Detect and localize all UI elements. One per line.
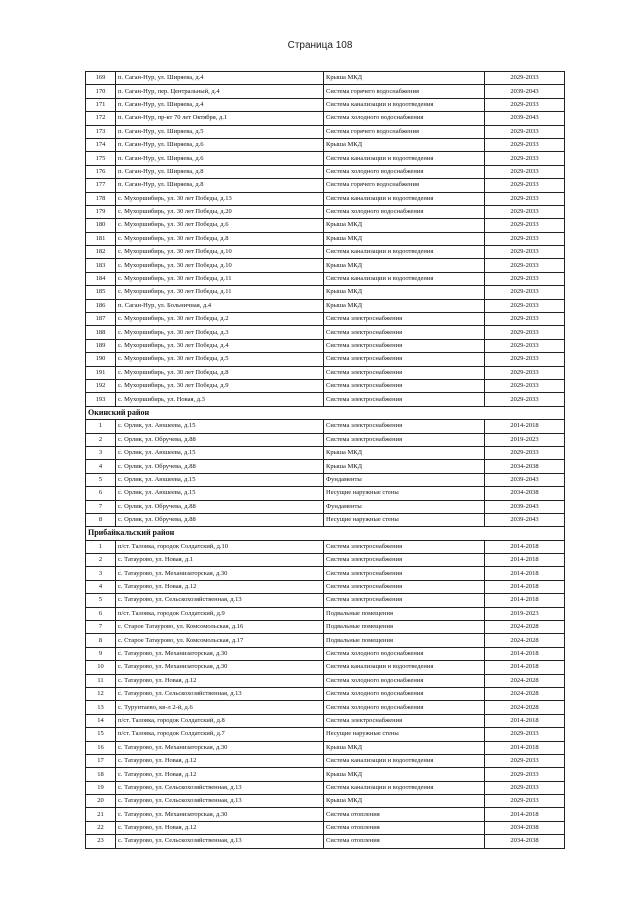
row-work-type: Подвальные помещения	[324, 634, 485, 647]
row-number: 189	[86, 339, 116, 352]
row-address: с. Мухоршибирь, ул. 30 лет Победы, д.10	[116, 246, 324, 259]
row-work-type: Система канализации и водоотведения	[324, 152, 485, 165]
row-period: 2039-2043	[485, 500, 565, 513]
row-work-type: Фундаменты	[324, 473, 485, 486]
row-period: 2029-2033	[485, 754, 565, 767]
row-work-type: Крыша МКД	[324, 259, 485, 272]
row-number: 10	[86, 661, 116, 674]
row-work-type: Система канализации и водоотведения	[324, 661, 485, 674]
row-period: 2029-2033	[485, 192, 565, 205]
row-address: п/ст. Таловка, городок Солдатский, д.9	[116, 607, 324, 620]
table-row	[86, 513, 565, 526]
row-number: 1	[86, 540, 116, 553]
table-row	[86, 607, 565, 620]
section-heading: Окинский район	[86, 406, 565, 419]
row-work-type: Система горячего водоснабжения	[324, 179, 485, 192]
row-work-type: Подвальные помещения	[324, 621, 485, 634]
row-address: с. Татаурово, ул. Новая, д.12	[116, 821, 324, 834]
row-period: 2014-2018	[485, 647, 565, 660]
row-number: 188	[86, 326, 116, 339]
table-row	[86, 138, 565, 151]
row-address: п. Саган-Нур, пр-кт 70 лет Октября, д.1	[116, 112, 324, 125]
row-address: с. Татаурово, ул. Сельскохозяйственная, д.13	[116, 835, 324, 848]
row-number: 1	[86, 420, 116, 433]
table-row	[86, 460, 565, 473]
section-heading-row	[86, 406, 565, 419]
row-number: 19	[86, 781, 116, 794]
table-row	[86, 567, 565, 580]
table-row	[86, 580, 565, 593]
table-row	[86, 179, 565, 192]
table-row	[86, 246, 565, 259]
row-number: 185	[86, 286, 116, 299]
row-period: 2029-2033	[485, 326, 565, 339]
table-row	[86, 219, 565, 232]
section-heading-row	[86, 527, 565, 540]
table-row	[86, 768, 565, 781]
row-period: 2029-2033	[485, 366, 565, 379]
row-period: 2019-2023	[485, 607, 565, 620]
row-period: 2014-2018	[485, 540, 565, 553]
row-address: с. Старое Татаурово, ул. Комсомольская, д.16	[116, 621, 324, 634]
table-row	[86, 112, 565, 125]
row-number: 6	[86, 487, 116, 500]
row-number: 7	[86, 500, 116, 513]
row-number: 186	[86, 299, 116, 312]
row-period: 2014-2018	[485, 714, 565, 727]
row-work-type: Система электроснабжения	[324, 339, 485, 352]
table-row	[86, 674, 565, 687]
row-address: с. Татаурово, ул. Механизаторская, д.30	[116, 647, 324, 660]
repair-schedule-table	[85, 71, 565, 849]
table-row	[86, 353, 565, 366]
table-row	[86, 165, 565, 178]
table-row	[86, 661, 565, 674]
table-row	[86, 781, 565, 794]
row-address: с. Мухоршибирь, ул. 30 лет Победы, д.11	[116, 286, 324, 299]
table-row	[86, 647, 565, 660]
row-work-type: Система электроснабжения	[324, 540, 485, 553]
row-address: с. Татаурово, ул. Новая, д.1	[116, 554, 324, 567]
row-work-type: Подвальные помещения	[324, 607, 485, 620]
row-period: 2039-2043	[485, 85, 565, 98]
table-row	[86, 272, 565, 285]
row-period: 2034-2038	[485, 835, 565, 848]
row-address: с. Мухоршибирь, ул. 30 лет Победы, д.20	[116, 205, 324, 218]
row-work-type: Крыша МКД	[324, 299, 485, 312]
row-number: 8	[86, 634, 116, 647]
row-address: с. Орлик, ул. Аюшеева, д.15	[116, 446, 324, 459]
row-work-type: Крыша МКД	[324, 138, 485, 151]
row-work-type: Крыша МКД	[324, 219, 485, 232]
table-row	[86, 540, 565, 553]
row-work-type: Система электроснабжения	[324, 554, 485, 567]
row-period: 2014-2018	[485, 661, 565, 674]
row-period: 2029-2033	[485, 125, 565, 138]
row-period: 2014-2018	[485, 580, 565, 593]
row-address: с. Мухоршибирь, ул. 30 лет Победы, д.8	[116, 366, 324, 379]
table-row	[86, 339, 565, 352]
table-row	[86, 313, 565, 326]
row-address: с. Орлик, ул. Аюшеева, д.15	[116, 473, 324, 486]
row-period: 2029-2033	[485, 272, 565, 285]
table-row	[86, 728, 565, 741]
row-address: с. Орлик, ул. Аюшеева, д.15	[116, 420, 324, 433]
row-number: 174	[86, 138, 116, 151]
row-number: 20	[86, 795, 116, 808]
row-address: с. Турунтаево, кв-л 2-й, д.6	[116, 701, 324, 714]
row-number: 170	[86, 85, 116, 98]
row-number: 187	[86, 313, 116, 326]
row-address: с. Татаурово, ул. Сельскохозяйственная, д.13	[116, 781, 324, 794]
row-address: п/ст. Таловка, городок Солдатский, д.10	[116, 540, 324, 553]
table-row	[86, 125, 565, 138]
row-address: с. Татаурово, ул. Новая, д.12	[116, 580, 324, 593]
table-row	[86, 500, 565, 513]
row-work-type: Система электроснабжения	[324, 353, 485, 366]
row-period: 2029-2033	[485, 205, 565, 218]
row-period: 2029-2033	[485, 768, 565, 781]
row-address: с. Татаурово, ул. Механизаторская, д.30	[116, 661, 324, 674]
row-number: 169	[86, 72, 116, 85]
row-address: п. Саган-Нур, ул. Ширяева, д.6	[116, 152, 324, 165]
row-period: 2014-2018	[485, 741, 565, 754]
row-period: 2024-2028	[485, 634, 565, 647]
row-number: 16	[86, 741, 116, 754]
table-row	[86, 420, 565, 433]
row-work-type: Система электроснабжения	[324, 567, 485, 580]
table-row	[86, 366, 565, 379]
row-period: 2024-2028	[485, 701, 565, 714]
row-work-type: Система электроснабжения	[324, 366, 485, 379]
row-work-type: Крыша МКД	[324, 768, 485, 781]
row-period: 2029-2033	[485, 259, 565, 272]
table-row	[86, 487, 565, 500]
row-work-type: Система холодного водоснабжения	[324, 205, 485, 218]
row-number: 183	[86, 259, 116, 272]
row-work-type: Система электроснабжения	[324, 393, 485, 406]
row-work-type: Система канализации и водоотведения	[324, 781, 485, 794]
row-work-type: Система холодного водоснабжения	[324, 687, 485, 700]
row-address: с. Орлик, ул. Обручева, д.88	[116, 433, 324, 446]
row-work-type: Система электроснабжения	[324, 433, 485, 446]
table-body	[86, 72, 565, 849]
row-period: 2034-2038	[485, 487, 565, 500]
row-number: 181	[86, 232, 116, 245]
row-work-type: Крыша МКД	[324, 741, 485, 754]
row-work-type: Крыша МКД	[324, 232, 485, 245]
row-work-type: Система отопления	[324, 821, 485, 834]
row-work-type: Крыша МКД	[324, 446, 485, 459]
row-number: 6	[86, 607, 116, 620]
row-period: 2029-2033	[485, 339, 565, 352]
row-address: с. Старое Татаурово, ул. Комсомольская, д.17	[116, 634, 324, 647]
table-row	[86, 754, 565, 767]
row-number: 5	[86, 473, 116, 486]
row-work-type: Система отопления	[324, 835, 485, 848]
row-number: 179	[86, 205, 116, 218]
row-number: 4	[86, 580, 116, 593]
table-row	[86, 808, 565, 821]
row-period: 2014-2018	[485, 420, 565, 433]
row-address: с. Татаурово, ул. Механизаторская, д.30	[116, 567, 324, 580]
row-work-type: Система холодного водоснабжения	[324, 701, 485, 714]
row-period: 2019-2023	[485, 433, 565, 446]
table-row	[86, 98, 565, 111]
row-number: 172	[86, 112, 116, 125]
section-heading: Прибайкальский район	[86, 527, 565, 540]
row-address: с. Татаурово, ул. Механизаторская, д.30	[116, 741, 324, 754]
row-address: с. Орлик, ул. Аюшеева, д.15	[116, 487, 324, 500]
table-row	[86, 795, 565, 808]
table-row	[86, 473, 565, 486]
table-row	[86, 192, 565, 205]
table-row	[86, 433, 565, 446]
table-row	[86, 85, 565, 98]
row-address: п. Саган-Нур, ул. Ширяева, д.8	[116, 179, 324, 192]
table-row	[86, 72, 565, 85]
row-address: с. Мухоршибирь, ул. 30 лет Победы, д.3	[116, 326, 324, 339]
row-number: 22	[86, 821, 116, 834]
row-number: 192	[86, 379, 116, 392]
row-address: с. Татаурово, ул. Новая, д.12	[116, 768, 324, 781]
row-address: п/ст. Таловка, городок Солдатский, д.8	[116, 714, 324, 727]
row-work-type: Несущие наружные стены	[324, 513, 485, 526]
table-row	[86, 554, 565, 567]
row-address: п. Саган-Нур, ул. Ширяева, д.6	[116, 138, 324, 151]
row-work-type: Система холодного водоснабжения	[324, 647, 485, 660]
table-row	[86, 835, 565, 848]
row-address: п. Саган-Нур, ул. Больничная, д.4	[116, 299, 324, 312]
row-work-type: Система горячего водоснабжения	[324, 85, 485, 98]
row-work-type: Система электроснабжения	[324, 326, 485, 339]
row-work-type: Система электроснабжения	[324, 714, 485, 727]
row-period: 2014-2018	[485, 594, 565, 607]
row-number: 13	[86, 701, 116, 714]
row-period: 2039-2043	[485, 112, 565, 125]
row-number: 173	[86, 125, 116, 138]
row-address: с. Татаурово, ул. Сельскохозяйственная, д.13	[116, 795, 324, 808]
row-number: 177	[86, 179, 116, 192]
row-work-type: Система электроснабжения	[324, 420, 485, 433]
row-period: 2014-2018	[485, 554, 565, 567]
table-row	[86, 379, 565, 392]
row-work-type: Крыша МКД	[324, 795, 485, 808]
row-address: п. Саган-Нур, ул. Ширяева, д.4	[116, 98, 324, 111]
row-address: п. Саган-Нур, пер. Центральный, д.4	[116, 85, 324, 98]
row-period: 2029-2033	[485, 179, 565, 192]
row-address: с. Татаурово, ул. Сельскохозяйственная, д.13	[116, 594, 324, 607]
table-row	[86, 299, 565, 312]
row-number: 5	[86, 594, 116, 607]
row-work-type: Система канализации и водоотведения	[324, 754, 485, 767]
table-row	[86, 286, 565, 299]
row-number: 7	[86, 621, 116, 634]
row-work-type: Крыша МКД	[324, 72, 485, 85]
row-number: 2	[86, 433, 116, 446]
row-address: п. Саган-Нур, ул. Ширяева, д.5	[116, 125, 324, 138]
row-period: 2029-2033	[485, 393, 565, 406]
row-work-type: Несущие наружные стены	[324, 728, 485, 741]
row-number: 180	[86, 219, 116, 232]
row-number: 191	[86, 366, 116, 379]
row-number: 3	[86, 567, 116, 580]
row-period: 2029-2033	[485, 72, 565, 85]
row-work-type: Система холодного водоснабжения	[324, 112, 485, 125]
row-period: 2029-2033	[485, 286, 565, 299]
row-period: 2029-2033	[485, 152, 565, 165]
row-work-type: Система канализации и водоотведения	[324, 192, 485, 205]
row-number: 190	[86, 353, 116, 366]
row-number: 178	[86, 192, 116, 205]
row-work-type: Система электроснабжения	[324, 580, 485, 593]
row-number: 193	[86, 393, 116, 406]
table-row	[86, 205, 565, 218]
row-work-type: Система холодного водоснабжения	[324, 674, 485, 687]
row-work-type: Фундаменты	[324, 500, 485, 513]
row-work-type: Крыша МКД	[324, 286, 485, 299]
row-work-type: Система электроснабжения	[324, 594, 485, 607]
row-address: с. Татаурово, ул. Новая, д.12	[116, 674, 324, 687]
row-period: 2014-2018	[485, 567, 565, 580]
row-address: с. Мухоршибирь, ул. 30 лет Победы, д.10	[116, 259, 324, 272]
row-work-type: Крыша МКД	[324, 460, 485, 473]
row-address: с. Татаурово, ул. Новая, д.12	[116, 754, 324, 767]
row-number: 23	[86, 835, 116, 848]
row-period: 2029-2033	[485, 353, 565, 366]
row-address: с. Мухоршибирь, ул. Новая, д.3	[116, 393, 324, 406]
row-period: 2029-2033	[485, 379, 565, 392]
row-period: 2029-2033	[485, 138, 565, 151]
row-period: 2034-2038	[485, 460, 565, 473]
table-row	[86, 326, 565, 339]
row-period: 2029-2033	[485, 165, 565, 178]
row-address: с. Татаурово, ул. Сельскохозяйственная, д.13	[116, 687, 324, 700]
row-work-type: Система канализации и водоотведения	[324, 98, 485, 111]
row-number: 176	[86, 165, 116, 178]
row-number: 17	[86, 754, 116, 767]
row-period: 2029-2033	[485, 313, 565, 326]
row-number: 15	[86, 728, 116, 741]
row-number: 171	[86, 98, 116, 111]
row-period: 2029-2033	[485, 232, 565, 245]
table-row	[86, 714, 565, 727]
row-number: 18	[86, 768, 116, 781]
row-work-type: Система отопления	[324, 808, 485, 821]
table-row	[86, 594, 565, 607]
table-row	[86, 259, 565, 272]
table-row	[86, 152, 565, 165]
row-number: 11	[86, 674, 116, 687]
row-address: с. Орлик, ул. Обручева, д.88	[116, 460, 324, 473]
row-period: 2039-2043	[485, 473, 565, 486]
table-row	[86, 741, 565, 754]
row-period: 2014-2018	[485, 808, 565, 821]
row-work-type: Система канализации и водоотведения	[324, 246, 485, 259]
row-address: с. Мухоршибирь, ул. 30 лет Победы, д.6	[116, 219, 324, 232]
row-number: 9	[86, 647, 116, 660]
row-period: 2029-2033	[485, 795, 565, 808]
table-row	[86, 821, 565, 834]
row-address: с. Мухоршибирь, ул. 30 лет Победы, д.4	[116, 339, 324, 352]
row-period: 2039-2043	[485, 513, 565, 526]
row-period: 2029-2033	[485, 299, 565, 312]
row-period: 2029-2033	[485, 219, 565, 232]
row-address: с. Орлик, ул. Обручева, д.88	[116, 513, 324, 526]
row-period: 2024-2028	[485, 621, 565, 634]
table-row	[86, 687, 565, 700]
row-address: с. Мухоршибирь, ул. 30 лет Победы, д.5	[116, 353, 324, 366]
row-address: п. Саган-Нур, ул. Ширяева, д.8	[116, 165, 324, 178]
row-period: 2024-2028	[485, 674, 565, 687]
row-number: 182	[86, 246, 116, 259]
row-period: 2029-2033	[485, 781, 565, 794]
row-address: с. Мухоршибирь, ул. 30 лет Победы, д.9	[116, 379, 324, 392]
row-number: 2	[86, 554, 116, 567]
row-period: 2029-2033	[485, 446, 565, 459]
row-address: п/ст. Таловка, городок Солдатский, д.7	[116, 728, 324, 741]
row-number: 4	[86, 460, 116, 473]
row-address: с. Мухоршибирь, ул. 30 лет Победы, д.13	[116, 192, 324, 205]
row-address: с. Орлик, ул. Обручева, д.88	[116, 500, 324, 513]
row-period: 2029-2033	[485, 246, 565, 259]
row-period: 2029-2033	[485, 98, 565, 111]
row-address: с. Мухоршибирь, ул. 30 лет Победы, д.11	[116, 272, 324, 285]
row-number: 8	[86, 513, 116, 526]
row-number: 184	[86, 272, 116, 285]
row-address: п. Саган-Нур, ул. Ширяева, д.4	[116, 72, 324, 85]
page-title: Страница 108	[287, 40, 353, 51]
row-period: 2029-2033	[485, 728, 565, 741]
row-number: 175	[86, 152, 116, 165]
table-row	[86, 446, 565, 459]
row-address: с. Мухоршибирь, ул. 30 лет Победы, д.2	[116, 313, 324, 326]
row-work-type: Несущие наружные стены	[324, 487, 485, 500]
row-work-type: Система канализации и водоотведения	[324, 272, 485, 285]
row-address: с. Татаурово, ул. Механизаторская, д.30	[116, 808, 324, 821]
row-period: 2034-2038	[485, 821, 565, 834]
table-row	[86, 232, 565, 245]
row-period: 2024-2028	[485, 687, 565, 700]
row-number: 21	[86, 808, 116, 821]
row-number: 3	[86, 446, 116, 459]
table-row	[86, 701, 565, 714]
row-work-type: Система горячего водоснабжения	[324, 125, 485, 138]
table-row	[86, 393, 565, 406]
table-row	[86, 621, 565, 634]
row-number: 12	[86, 687, 116, 700]
row-work-type: Система электроснабжения	[324, 379, 485, 392]
row-work-type: Система электроснабжения	[324, 313, 485, 326]
table-row	[86, 634, 565, 647]
row-address: с. Мухоршибирь, ул. 30 лет Победы, д.8	[116, 232, 324, 245]
row-number: 14	[86, 714, 116, 727]
row-work-type: Система холодного водоснабжения	[324, 165, 485, 178]
